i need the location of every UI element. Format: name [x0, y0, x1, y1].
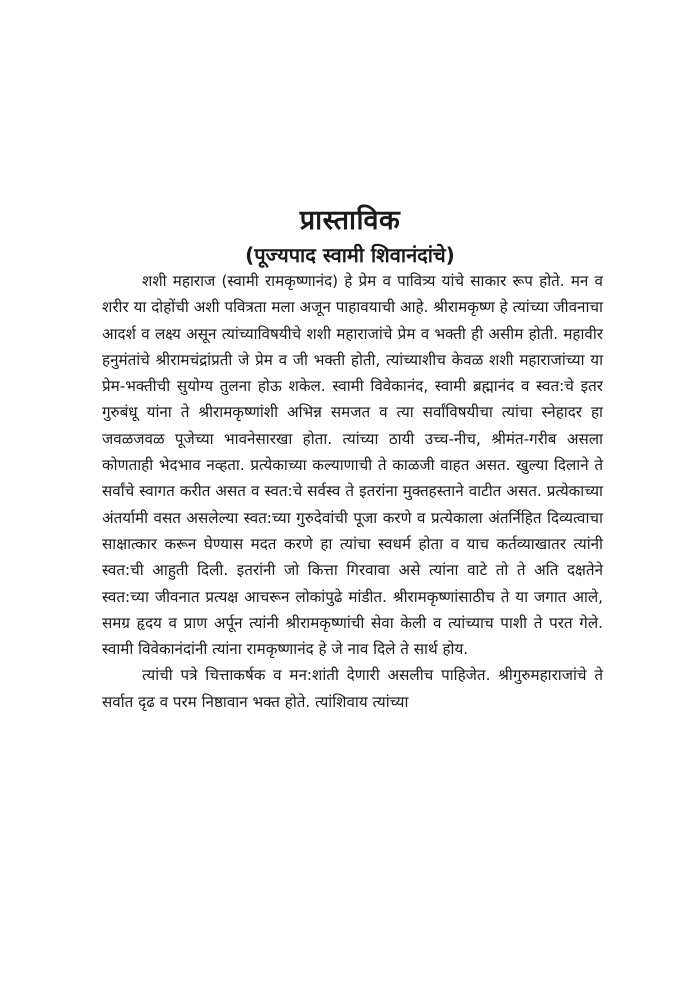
body-text [102, 268, 603, 715]
page-title: प्रास्ताविक [299, 205, 401, 236]
page-subtitle: (पूज्यपाद स्वामी शिवानंदांचे) [245, 243, 455, 267]
paragraph-2: त्यांची पत्रे चित्ताकर्षक व मन:शांती देणारी असलीच पाहिजेत. श्रीगुरुमहाराजांचे ते सर्वात दृढ व परम निष्ठावान भक्त होते. त्यांशिवाय त्यांच्या [102, 666, 603, 711]
paragraph-1: शशी महाराज (स्वामी रामकृष्णानंद) हे प्रेम व पावित्र्य यांचे साकार रूप होते. मन व शरीर या दोहोंची अशी पवित्रता मला अजून पाहावयाची आहे. श्रीरामकृष्ण हे त्यांच्या जीवनाचा आदर्श व लक्ष्य असून त्यांच्याविषयीचे शशी महाराजांचे प्रेम व भक्ती ही असीम होती. महावीर हनुमंतांचे श्रीरामचंद्रांप्रती जे प्रेम व जी भक्ती होती, त्यांच्याशीच केवळ शशी महाराजांच्या या प्रेम-भक्तीची सुयोग्य तुलना होऊ शकेल. स्वामी विवेकानंद, स्वामी ब्रह्मानंद व स्वत:चे इतर गुरुबंधू यांना ते श्रीरामकृष्णांशी अभिन्न समजत व त्या सर्वांविषयीचा त्यांचा स्नेहादर हा जवळजवळ पूजेच्या भावनेसारखा होता. त्यांच्या ठायी उच्च-नीच, श्रीमंत-गरीब असला कोणताही भेदभाव नव्हता. प्रत्येकाच्या कल्याणाची ते काळजी वाहत असत. खुल्या दिलाने ते सर्वांचे स्वागत करीत असत व स्वत:चे सर्वस्व ते इतरांना मुक्तहस्ताने वाटीत असत. प्रत्येकाच्या अंतर्यामी वसत असलेल्या स्वत:च्या गुरुदेवांची पूजा करणे व प्रत्येकाला अंतर्निहित दिव्यत्वाचा साक्षात्कार करून घेण्यास मदत करणे हा त्यांचा स्वधर्म होता व याच कर्तव्याखातर त्यांनी स्वत:ची आहुती दिली. इतरांनी जो कित्ता गिरवावा असे त्यांना वाटे तो ते अति दक्षतेने स्वत:च्या जीवनात प्रत्यक्ष आचरून लोकांपुढे मांडीत. श्रीरामकृष्णांसाठीच ते या जगात आले, समग्र हृदय व प्राण अर्पून त्यांनी श्रीरामकृष्णांची सेवा केली व त्यांच्याच पाशी ते परत गेले. स्वामी विवेकानंदांनी त्यांना रामकृष्णानंद हे जे नाव दिले ते सार्थ होय. [102, 272, 603, 659]
